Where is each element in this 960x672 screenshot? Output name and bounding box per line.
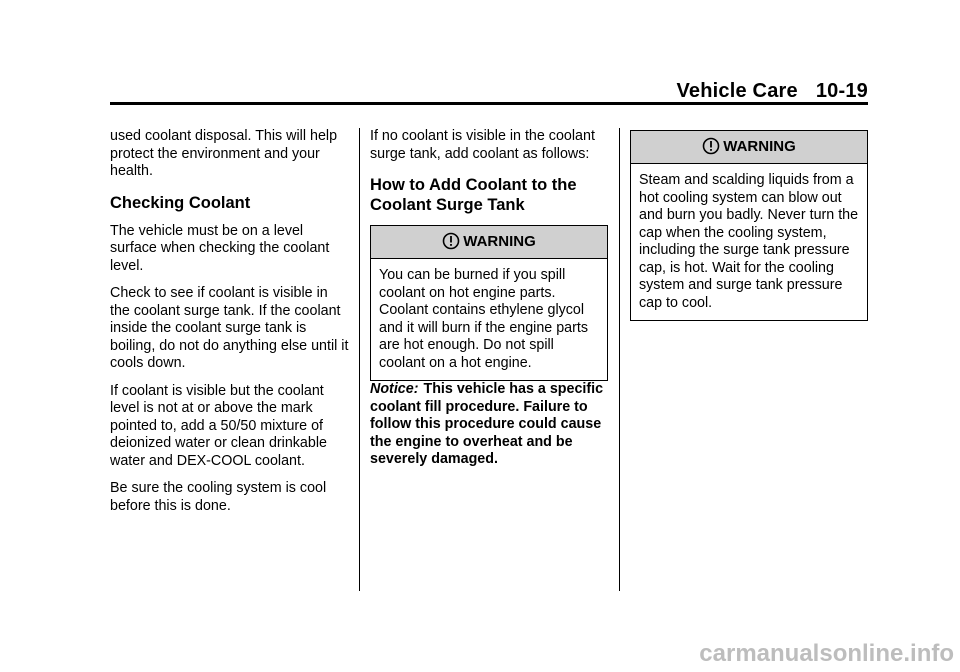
page-header — [676, 80, 868, 103]
column-2 — [370, 128, 608, 479]
notice-label: Notice: — [370, 381, 419, 397]
paragraph-no-coolant: If no coolant is visible in the coolant surge tank, add coolant as follows: — [370, 128, 595, 162]
warning-icon — [702, 137, 720, 155]
heading-checking-coolant: Checking Coolant — [110, 193, 251, 212]
header-rule — [110, 102, 868, 105]
column-divider-1 — [359, 128, 360, 591]
watermark: carmanualsonline.info — [699, 640, 954, 667]
warning-header — [371, 226, 607, 259]
warning-box-steam — [630, 130, 868, 321]
warning-title: WARNING — [463, 233, 536, 250]
warning-title: WARNING — [723, 138, 796, 155]
column-divider-2 — [619, 128, 620, 591]
paragraph-cool-system: Be sure the cooling system is cool before this is done. — [110, 480, 327, 514]
warning-text: Steam and scalding liquids from a hot cooling system can blow out and burn you badly. Never turn the cap when the cooling system, including the surge tank pressure cap, is hot. Wait for the cooling system and surge tank pressure cap to cool. — [639, 172, 859, 311]
notice-paragraph — [370, 381, 608, 469]
notice-text: This vehicle has a specific coolant fill procedure. Failure to follow this procedure could cause the engine to overheat and be severely damaged. — [370, 381, 604, 467]
column-3 — [630, 128, 868, 321]
paragraph-add-mixture: If coolant is visible but the coolant level is not at or above the mark pointed to, add a 50/50 mixture of deionized water or clean drinkable water and DEX-COOL coolant. — [110, 382, 327, 469]
paragraph-level-surface: The vehicle must be on a level surface when checking the coolant level. — [110, 222, 330, 274]
warning-box-burn — [370, 225, 608, 381]
page-number: 10-19 — [815, 80, 868, 102]
section-title: Vehicle Care — [676, 80, 798, 102]
warning-text: You can be burned if you spill coolant on hot engine parts. Coolant contains ethylene glycol and it will burn if the engine parts are hot enough. Do not spill coolant on a hot engine. — [379, 267, 589, 371]
warning-header — [631, 131, 867, 164]
paragraph-disposal: used coolant disposal. This will help protect the environment and your health. — [110, 128, 338, 179]
heading-add-coolant: How to Add Coolant to the Coolant Surge Tank — [370, 176, 577, 214]
paragraph-check-visible: Check to see if coolant is visible in the coolant surge tank. If the coolant inside the coolant surge tank is boiling, do not do anything else until it cools down. — [110, 285, 349, 371]
warning-icon — [442, 232, 460, 250]
column-1 — [110, 128, 350, 525]
